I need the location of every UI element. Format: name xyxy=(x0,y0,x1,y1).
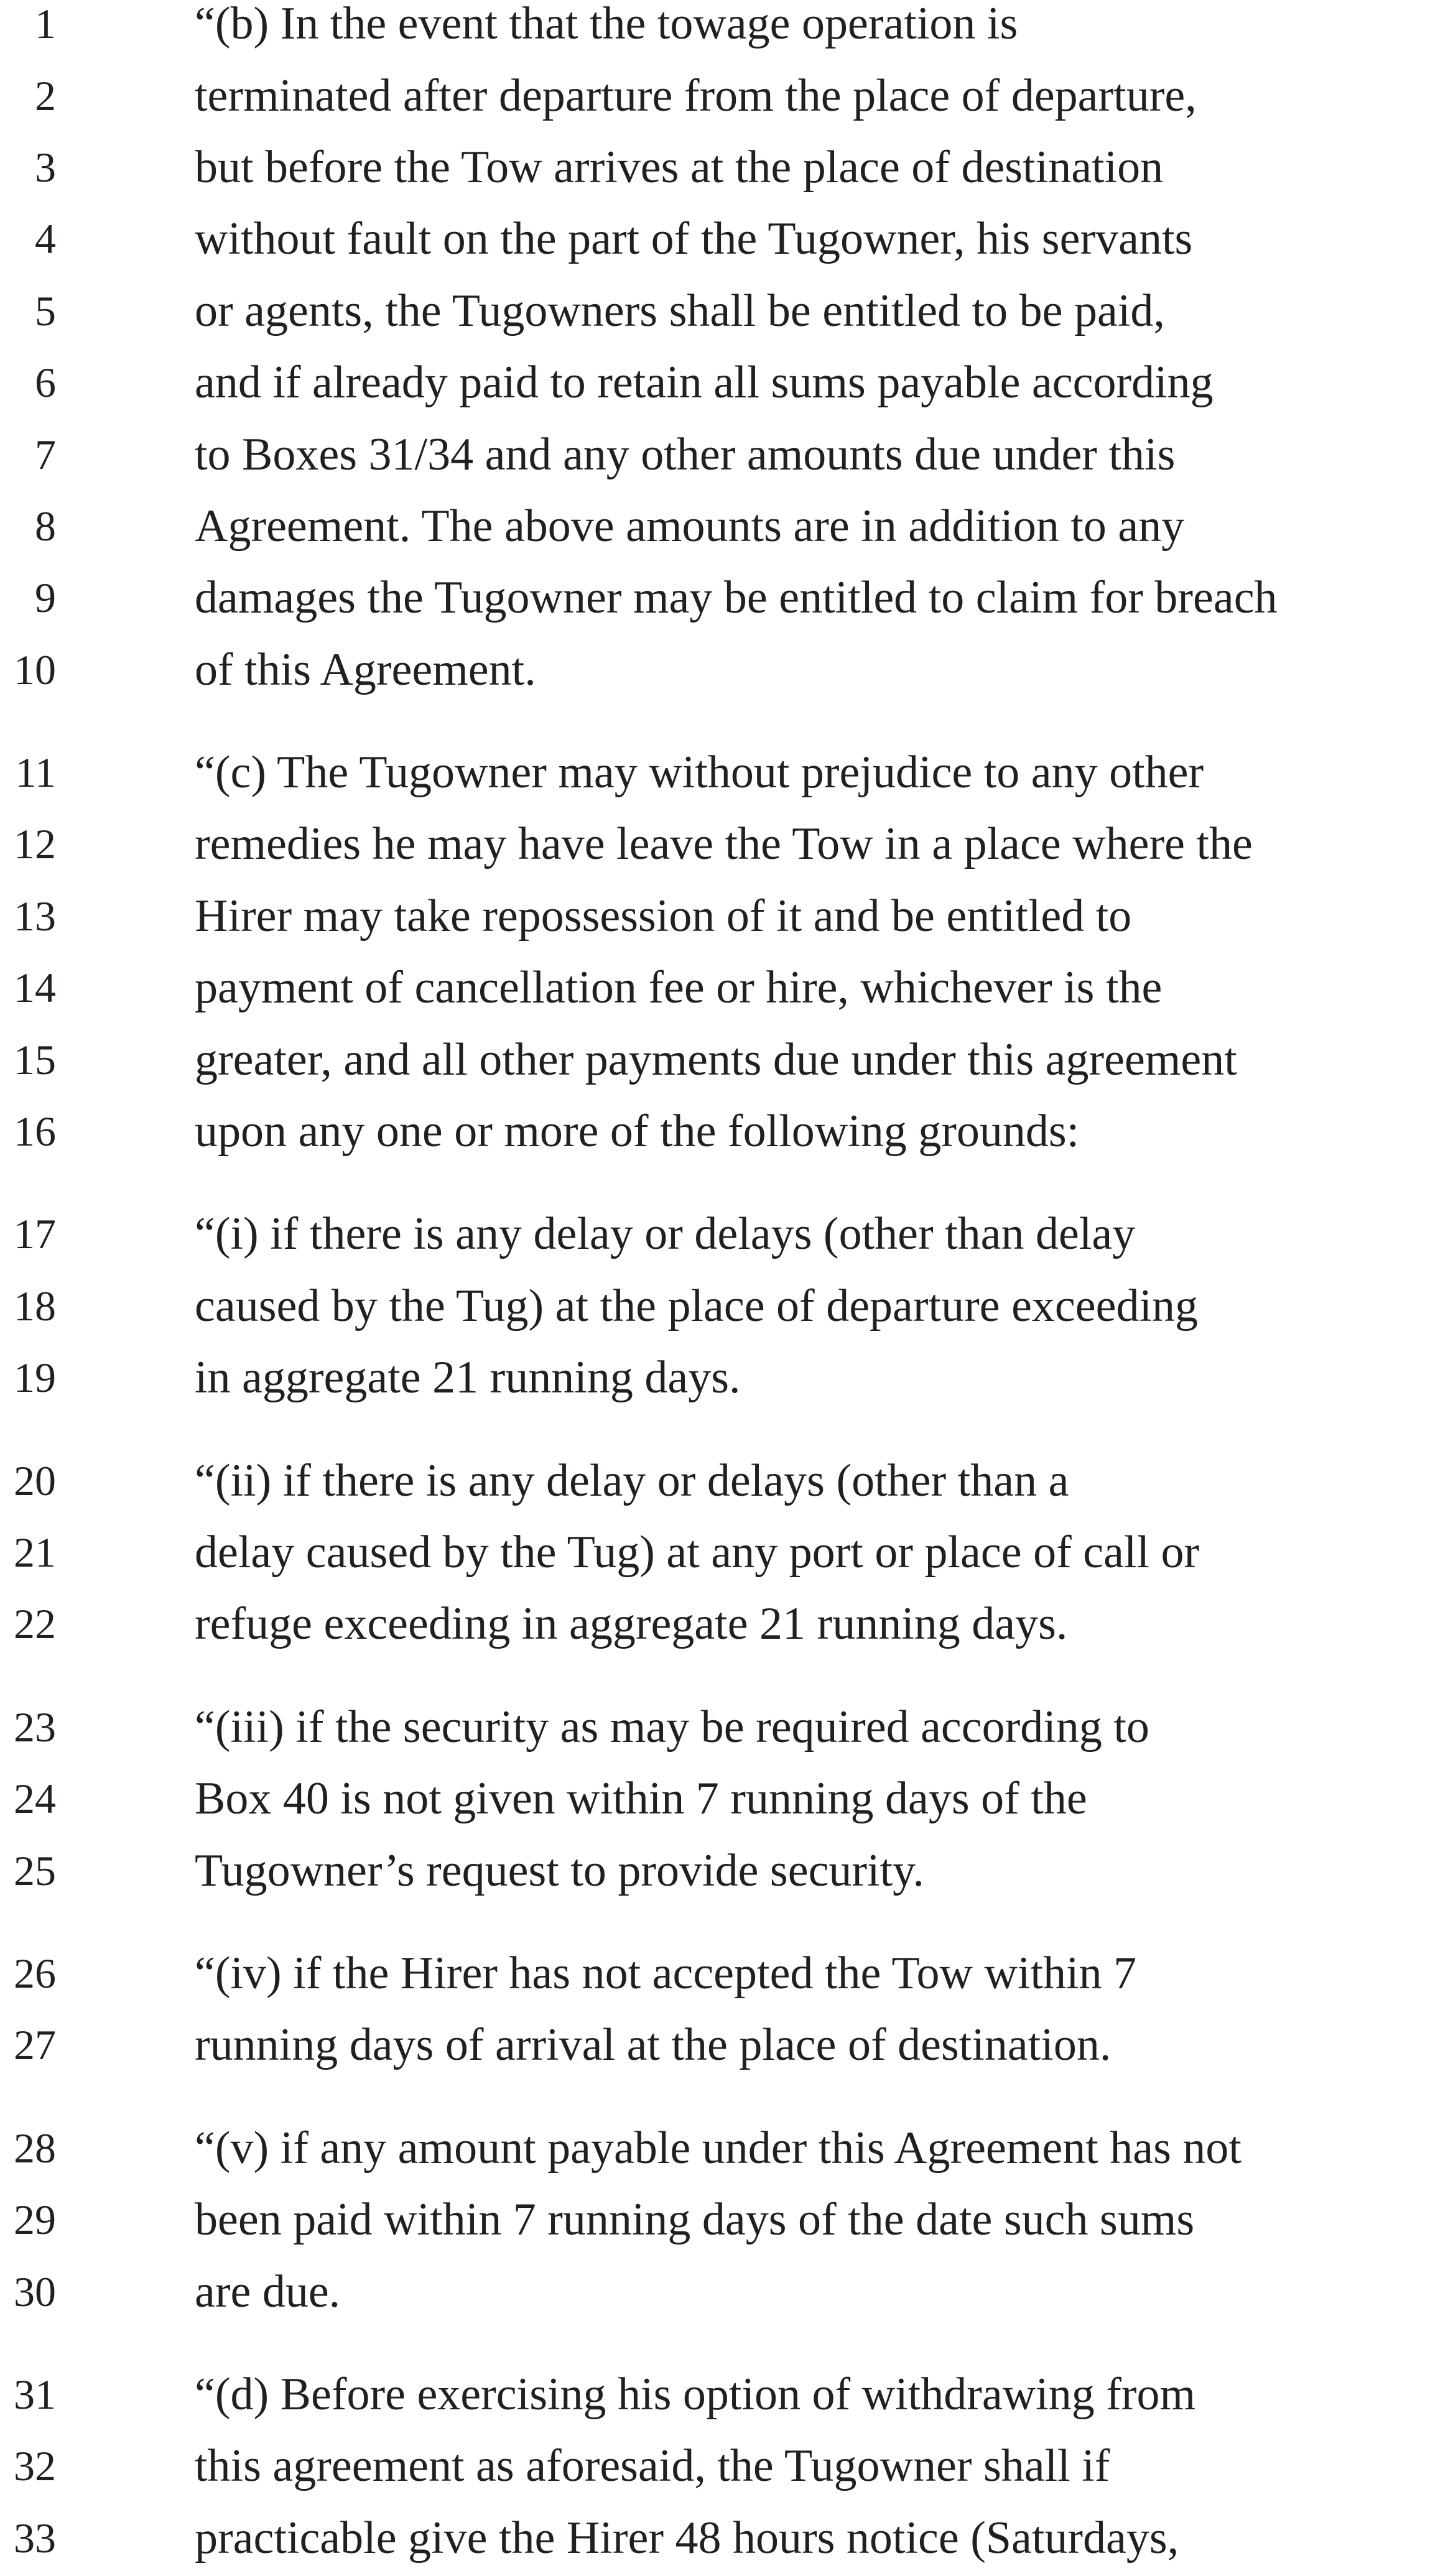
line-text: been paid within 7 running days of the date such sums xyxy=(195,2194,1195,2245)
text-line xyxy=(0,1593,1448,1655)
line-text: payment of cancellation fee or hire, whichever is the xyxy=(195,962,1163,1013)
line-text: to Boxes 31/34 and any other amounts due under this xyxy=(195,429,1176,480)
line-text: in aggregate 21 running days. xyxy=(195,1352,741,1403)
text-line xyxy=(0,2363,1448,2425)
line-text: “(iii) if the security as may be required according to xyxy=(195,1702,1149,1753)
line-text: “(ii) if there is any delay or delays (other than a xyxy=(195,1455,1069,1506)
text-line xyxy=(0,1450,1448,1512)
line-text: and if already paid to retain all sums payable according xyxy=(195,357,1214,408)
line-number: 21 xyxy=(14,1529,56,1576)
text-line xyxy=(0,1521,1448,1583)
line-number: 9 xyxy=(35,574,56,621)
line-text: caused by the Tug) at the place of departure exceeding xyxy=(195,1281,1199,1332)
line-number: 6 xyxy=(35,359,56,406)
text-line xyxy=(0,2189,1448,2251)
line-text: this agreement as aforesaid, the Tugowner shall if xyxy=(195,2440,1110,2491)
text-line xyxy=(0,1275,1448,1337)
line-number: 16 xyxy=(14,1108,56,1155)
line-text: practicable give the Hirer 48 hours notice (Saturdays, xyxy=(195,2513,1179,2564)
line-text: Tugowner’s request to provide security. xyxy=(195,1845,924,1896)
line-number: 3 xyxy=(35,144,56,191)
line-number: 7 xyxy=(35,431,56,478)
line-text: “(b) In the event that the towage operation is xyxy=(195,0,1018,49)
text-line xyxy=(0,65,1448,127)
line-text: remedies he may have leave the Tow in a place where the xyxy=(195,818,1253,869)
line-text: “(d) Before exercising his option of withdrawing from xyxy=(195,2369,1196,2420)
line-number: 11 xyxy=(15,749,56,796)
line-text: “(i) if there is any delay or delays (other than delay xyxy=(195,1208,1136,1259)
line-number: 2 xyxy=(35,72,56,119)
text-line xyxy=(0,495,1448,557)
line-number: 1 xyxy=(35,0,56,47)
line-number: 28 xyxy=(14,2124,56,2172)
line-number: 25 xyxy=(14,1847,56,1894)
text-line xyxy=(0,2014,1448,2076)
text-line xyxy=(0,639,1448,701)
line-number: 8 xyxy=(35,503,56,550)
line-number: 32 xyxy=(14,2442,56,2490)
text-line xyxy=(0,2117,1448,2179)
line-text: upon any one or more of the following grounds: xyxy=(195,1106,1080,1157)
line-number: 19 xyxy=(14,1354,56,1401)
line-number: 13 xyxy=(14,892,56,940)
line-number: 12 xyxy=(14,820,56,868)
line-number: 4 xyxy=(35,215,56,262)
line-number: 18 xyxy=(14,1282,56,1330)
text-line xyxy=(0,2435,1448,2497)
line-text: Hirer may take repossession of it and be entitled to xyxy=(195,891,1132,942)
text-line xyxy=(0,351,1448,414)
line-text: delay caused by the Tug) at any port or place of call or xyxy=(195,1527,1200,1578)
text-line xyxy=(0,2507,1448,2569)
text-line xyxy=(0,1696,1448,1758)
line-number: 33 xyxy=(14,2514,56,2562)
text-line xyxy=(0,1942,1448,2004)
text-line xyxy=(0,1768,1448,1830)
line-text: are due. xyxy=(195,2266,341,2317)
line-text: terminated after departure from the place of departure, xyxy=(195,70,1197,121)
line-number: 26 xyxy=(14,1950,56,1997)
text-line xyxy=(0,424,1448,486)
text-line xyxy=(0,0,1448,55)
text-line xyxy=(0,567,1448,629)
line-text: Agreement. The above amounts are in addition to any xyxy=(195,501,1185,552)
text-line xyxy=(0,136,1448,198)
line-number: 27 xyxy=(14,2021,56,2069)
line-number: 15 xyxy=(14,1036,56,1083)
text-line xyxy=(0,885,1448,947)
line-text: “(iv) if the Hirer has not accepted the Tow within 7 xyxy=(195,1948,1137,1999)
line-text: “(c) The Tugowner may without prejudice to any other xyxy=(195,747,1204,798)
text-line xyxy=(0,208,1448,270)
text-line xyxy=(0,1100,1448,1162)
line-number: 23 xyxy=(14,1703,56,1751)
line-text: or agents, the Tugowners shall be entitled to be paid, xyxy=(195,285,1165,336)
line-text: but before the Tow arrives at the place of destination xyxy=(195,142,1164,193)
text-line xyxy=(0,1203,1448,1265)
text-line xyxy=(0,1029,1448,1091)
text-line xyxy=(0,741,1448,804)
line-text: running days of arrival at the place of destination. xyxy=(195,2019,1112,2070)
text-line xyxy=(0,280,1448,342)
line-text: refuge exceeding in aggregate 21 running days. xyxy=(195,1598,1068,1649)
text-line xyxy=(0,1346,1448,1409)
line-number: 14 xyxy=(14,964,56,1011)
line-number: 31 xyxy=(14,2371,56,2418)
line-text: damages the Tugowner may be entitled to claim for breach xyxy=(195,572,1278,623)
line-number: 20 xyxy=(14,1457,56,1504)
line-number: 30 xyxy=(14,2268,56,2315)
text-line xyxy=(0,813,1448,875)
line-number: 24 xyxy=(14,1775,56,1822)
line-number: 5 xyxy=(35,287,56,335)
line-number: 29 xyxy=(14,2196,56,2243)
line-text: “(v) if any amount payable under this Agreement has not xyxy=(195,2123,1241,2174)
line-number: 17 xyxy=(14,1210,56,1258)
text-line xyxy=(0,1840,1448,1902)
line-text: of this Agreement. xyxy=(195,644,536,695)
line-number: 10 xyxy=(14,646,56,693)
line-text: Box 40 is not given within 7 running days of the xyxy=(195,1773,1087,1824)
text-line xyxy=(0,957,1448,1019)
line-text: without fault on the part of the Tugowner, his servants xyxy=(195,213,1193,264)
line-text: greater, and all other payments due under this agreement xyxy=(195,1034,1237,1085)
line-number: 22 xyxy=(14,1600,56,1647)
text-line xyxy=(0,2261,1448,2323)
